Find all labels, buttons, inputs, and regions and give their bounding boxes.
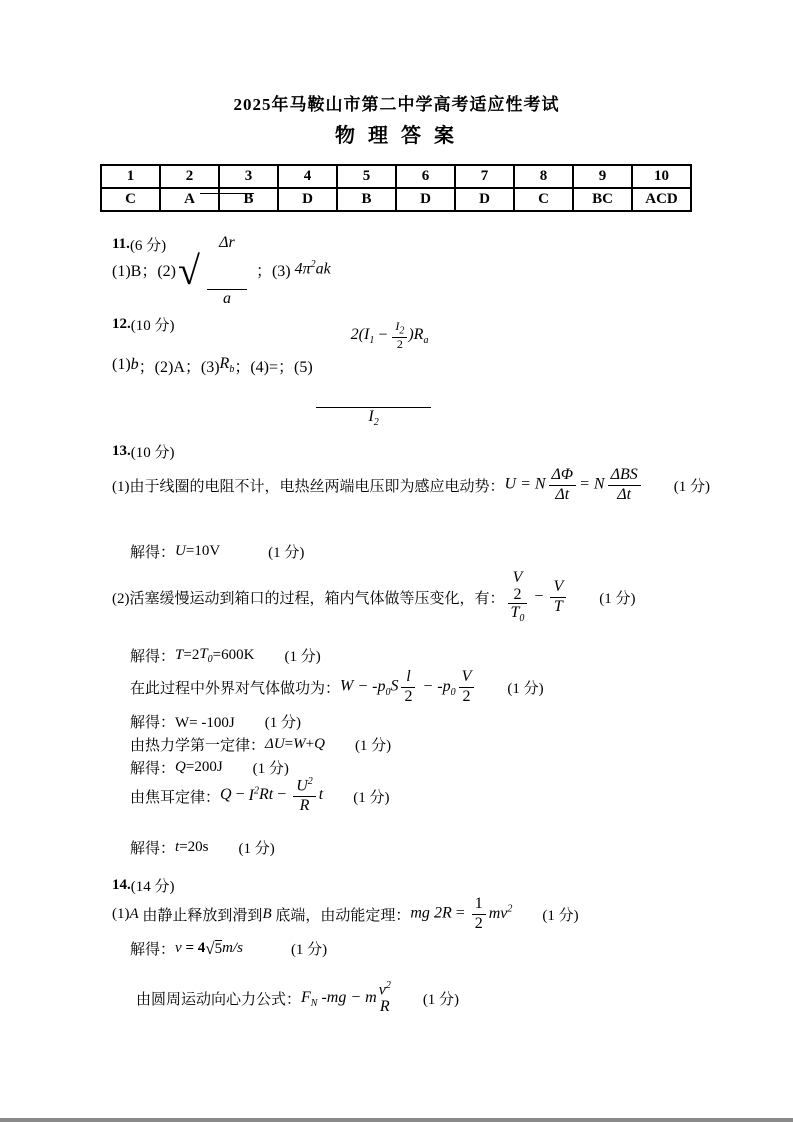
- q14-part1-text2: 底端，由动能定理：: [271, 907, 411, 924]
- fraction: [550, 578, 566, 616]
- formula-text: Rt: [258, 786, 274, 804]
- isobaric-formula: [505, 569, 570, 625]
- header-cell: 10: [632, 165, 691, 188]
- radical-sign: √: [205, 938, 215, 958]
- fraction-numerator: ΔBS: [610, 466, 638, 484]
- formula-text: I: [248, 786, 254, 804]
- subscript: 0: [207, 654, 213, 665]
- formula-text: )R: [408, 326, 424, 344]
- page-title: 2025年马鞍山市第二中学高考适应性考试: [233, 95, 560, 114]
- formula-text: t: [318, 786, 324, 804]
- sqrt-body: [200, 193, 254, 345]
- equals-sign: =: [284, 736, 294, 752]
- centripetal-text: 由圆周运动向心力公式：: [136, 991, 302, 1008]
- formula-text: [408, 326, 429, 347]
- header-cell: 9: [573, 165, 632, 188]
- fraction: [207, 197, 247, 345]
- q14-solution-1: [130, 938, 327, 959]
- radical-sign: √: [178, 248, 200, 293]
- subscript: a: [423, 335, 429, 347]
- formula-text: = N: [516, 475, 546, 493]
- joule-formula: [220, 776, 323, 815]
- q12-points: (10 分): [130, 318, 175, 334]
- sqrt-5: [205, 940, 222, 958]
- points-label: (1 分): [542, 907, 579, 924]
- q14-part1: [112, 893, 579, 935]
- header-cell: 5: [337, 165, 396, 188]
- fraction-denominator: 2: [459, 687, 475, 706]
- points-label: (1 分): [353, 789, 390, 806]
- q13-part1: [112, 458, 710, 512]
- q14-centripetal-line: [136, 975, 459, 1021]
- formula-text: − -p: [353, 677, 386, 695]
- header-cell: 6: [396, 165, 455, 188]
- formula-text: U: [296, 777, 308, 795]
- solution-prefix: 解得：: [130, 545, 176, 561]
- variable-v: v: [175, 940, 182, 956]
- page-subtitle: 物 理 答 案: [335, 125, 458, 147]
- formula-text: F: [301, 988, 311, 1006]
- answer-cell: A: [160, 188, 219, 211]
- formula-text: [418, 677, 456, 698]
- q14-part1-prefix: (1): [112, 905, 130, 922]
- fraction-denominator: Δt: [549, 485, 577, 504]
- formula-text: 2R: [433, 904, 452, 922]
- points-label: (1 分): [264, 715, 301, 731]
- answer-cell: D: [278, 188, 337, 211]
- q11-points: (6 分): [129, 238, 167, 254]
- fraction-numerator: Δr: [219, 233, 235, 251]
- joule-text: 由焦耳定律：: [130, 789, 221, 806]
- answer-cell: C: [101, 188, 160, 211]
- points-label: (1 分): [238, 841, 275, 857]
- fraction-numerator: [293, 776, 316, 796]
- q13-solution-5: [130, 837, 275, 858]
- formula-text: v: [378, 980, 386, 998]
- fraction-denominator: 2: [401, 687, 415, 706]
- variable-W: W: [293, 736, 306, 752]
- solution-value: =600K: [212, 647, 255, 663]
- header-cell: 7: [455, 165, 514, 188]
- formula-text: S: [390, 677, 399, 695]
- q12-number: 12.: [112, 316, 131, 332]
- solution-prefix: 解得：: [130, 942, 176, 958]
- formula-text: [249, 787, 259, 804]
- q14-points: (14 分): [130, 879, 175, 895]
- formula-text: − -p: [418, 677, 451, 695]
- points-label: (1 分): [290, 942, 328, 958]
- fraction: [608, 466, 641, 504]
- formula-text: I: [368, 407, 374, 425]
- q13-solution-1: [130, 541, 304, 562]
- fraction-numerator: [392, 320, 407, 337]
- solution-value: =200J: [185, 759, 223, 775]
- stacked-terms: [513, 570, 523, 604]
- superscript: 2: [385, 979, 391, 991]
- points-label: (1 分): [252, 761, 289, 777]
- q13-solution-3: [130, 711, 301, 732]
- formula-text: 4π: [294, 260, 311, 278]
- variable-Rb: [220, 355, 235, 375]
- formula-text: Q: [220, 786, 232, 804]
- variable-Q: Q: [175, 759, 186, 775]
- subscript: 1: [369, 335, 375, 347]
- q12-answer-1: b: [130, 356, 139, 373]
- minus-sign: −: [231, 786, 249, 804]
- fraction-denominator: Δt: [608, 485, 641, 504]
- sqrt-expression: [178, 193, 254, 345]
- fraction-denominator: [316, 407, 432, 429]
- points-label: (1 分): [354, 738, 392, 754]
- solution-value: = 4: [181, 940, 206, 956]
- force-FN: [301, 988, 318, 1009]
- formula-text: 2: [513, 585, 522, 603]
- q13-thermo-law: [130, 734, 391, 755]
- answer-cell: D: [455, 188, 514, 211]
- answer-cell: B: [337, 188, 396, 211]
- solution-value: =10V: [185, 543, 221, 559]
- q11-separator: ；(3): [255, 262, 295, 280]
- formula-text: T: [199, 646, 208, 662]
- fraction-denominator: T: [550, 597, 566, 616]
- formula-text: 2(I: [350, 326, 370, 344]
- formula-text: mv: [488, 904, 508, 922]
- fraction-denominator: 2: [472, 914, 486, 933]
- variable-t: t: [175, 839, 180, 855]
- fraction-numerator: l: [406, 668, 411, 686]
- solution-value: =20s: [179, 839, 209, 855]
- fraction-denominator: 2: [392, 337, 407, 352]
- plus-sign: +: [305, 736, 315, 752]
- solution-prefix: 解得：: [130, 841, 176, 857]
- points-label: (1 分): [673, 478, 710, 495]
- variable-U: U: [175, 543, 186, 559]
- formula-text: [350, 326, 375, 347]
- subscript: 0: [450, 686, 456, 698]
- variable-T0: [199, 646, 212, 665]
- radicand: 5: [214, 940, 223, 957]
- points-label: (1 分): [284, 649, 321, 665]
- formula-text: ak: [315, 260, 331, 278]
- variable-T: T: [175, 647, 184, 663]
- points-label: (1 分): [599, 590, 636, 607]
- solution-prefix: 解得：: [130, 761, 176, 777]
- formula-text: = N: [579, 475, 605, 493]
- nested-fraction: [392, 320, 407, 352]
- fraction: [508, 569, 528, 625]
- points-label: (1 分): [422, 991, 460, 1008]
- formula-text: R: [379, 997, 390, 1015]
- fraction: [293, 776, 316, 815]
- q13-work-line: [130, 665, 544, 709]
- page-bottom-edge: [0, 1118, 793, 1122]
- q11-answer-1-2: (1)B；(2): [112, 262, 176, 280]
- q13-points: (10 分): [130, 445, 175, 461]
- work-formula: [340, 668, 477, 706]
- superscript: 2: [307, 776, 313, 788]
- solution-value: =2: [183, 647, 200, 663]
- superscript: 2: [507, 903, 513, 915]
- subscript: b: [229, 364, 235, 376]
- minus-sign: −: [374, 326, 392, 344]
- fraction-numerator: V: [461, 668, 472, 686]
- q12-answer-2-3: ；(2)A；(3): [138, 358, 220, 376]
- formula-text: I: [395, 318, 400, 333]
- subscript: 0: [385, 686, 391, 698]
- fraction: [549, 466, 577, 504]
- formula-text: R: [219, 354, 230, 372]
- formula-text: U: [504, 475, 517, 493]
- q13-number: 13.: [112, 443, 131, 459]
- minus-sign: −: [530, 587, 548, 605]
- answer-cell: B: [219, 188, 278, 211]
- q12-heading: [112, 314, 175, 335]
- answer-cell: D: [396, 188, 455, 211]
- formula-text: W: [340, 677, 354, 695]
- superscript: 2: [310, 259, 316, 271]
- header-cell: 4: [278, 165, 337, 188]
- answer-table-header-row: [101, 165, 691, 188]
- header-cell: 3: [219, 165, 278, 188]
- fraction-numerator: 1: [474, 895, 483, 913]
- fraction-numerator: [508, 569, 528, 604]
- q13-part2: [112, 566, 635, 628]
- fraction: [401, 668, 415, 706]
- formula-text: mg: [410, 904, 434, 922]
- fraction-denominator: [508, 603, 528, 625]
- q12-answer-prefix: (1): [112, 356, 131, 373]
- law-text: 由热力学第一定律：: [130, 738, 266, 754]
- q11-number: 11.: [112, 236, 130, 252]
- q12-answer-4-5: ；(4)=；(5): [234, 358, 313, 376]
- q12-answer-5-fraction: [316, 265, 432, 466]
- formula-text: [489, 905, 513, 922]
- fraction: [472, 895, 486, 933]
- minus-sign: −: [273, 786, 291, 804]
- subscript: 2: [373, 416, 379, 428]
- fraction-numerator: [316, 302, 432, 370]
- answer-cell: ACD: [632, 188, 691, 211]
- header-cell: 2: [160, 165, 219, 188]
- stacked-terms: [379, 981, 391, 1016]
- subscript: 2: [399, 325, 405, 337]
- fraction-denominator: R: [293, 796, 316, 815]
- q14-number: 14.: [112, 877, 131, 893]
- fraction-numerator: V: [553, 578, 564, 596]
- header-cell: 8: [514, 165, 573, 188]
- variable-Q: Q: [314, 736, 325, 752]
- point-A: A: [129, 905, 139, 922]
- q13-joule-law: [130, 772, 389, 820]
- q13-part1-text: (1)由于线圈的电阻不计，电热丝两端电压即为感应电动势：: [112, 478, 505, 495]
- answer-cell: C: [514, 188, 573, 211]
- emf-formula: [505, 466, 644, 504]
- subscript: 0: [519, 613, 525, 625]
- energy-formula: [410, 895, 512, 933]
- fraction-denominator: a: [207, 289, 247, 308]
- points-label: (1 分): [268, 545, 305, 561]
- header-cell: 1: [101, 165, 160, 188]
- solution-text: 解得：W= -100J: [130, 715, 235, 731]
- q13-part2-text: (2)活塞缓慢运动到箱口的过程，箱内气体做等压变化，有：: [112, 590, 505, 607]
- solution-prefix: 解得：: [130, 649, 176, 665]
- formula-text: [353, 677, 391, 698]
- points-label: (1 分): [507, 680, 544, 697]
- centripetal-formula: [301, 981, 393, 1016]
- fraction: [459, 668, 475, 706]
- q13-solution-2: [130, 645, 321, 666]
- q14-part1-text: 由静止释放到滑到: [138, 907, 263, 924]
- formula-text: -mg − m: [317, 988, 377, 1006]
- subscript: N: [310, 997, 318, 1009]
- work-text: 在此过程中外界对气体做功为：: [130, 680, 341, 697]
- formula-text: [379, 981, 391, 999]
- unit-label: m/s: [222, 940, 243, 956]
- superscript: 2: [253, 785, 259, 797]
- formula-text: V: [512, 568, 523, 586]
- equals-sign: =: [451, 904, 469, 922]
- fraction-numerator: ΔΦ: [551, 466, 574, 484]
- answer-cell: BC: [573, 188, 632, 211]
- delta-U: ΔU: [265, 736, 285, 752]
- point-B: B: [262, 905, 272, 922]
- formula-text: T: [510, 604, 520, 622]
